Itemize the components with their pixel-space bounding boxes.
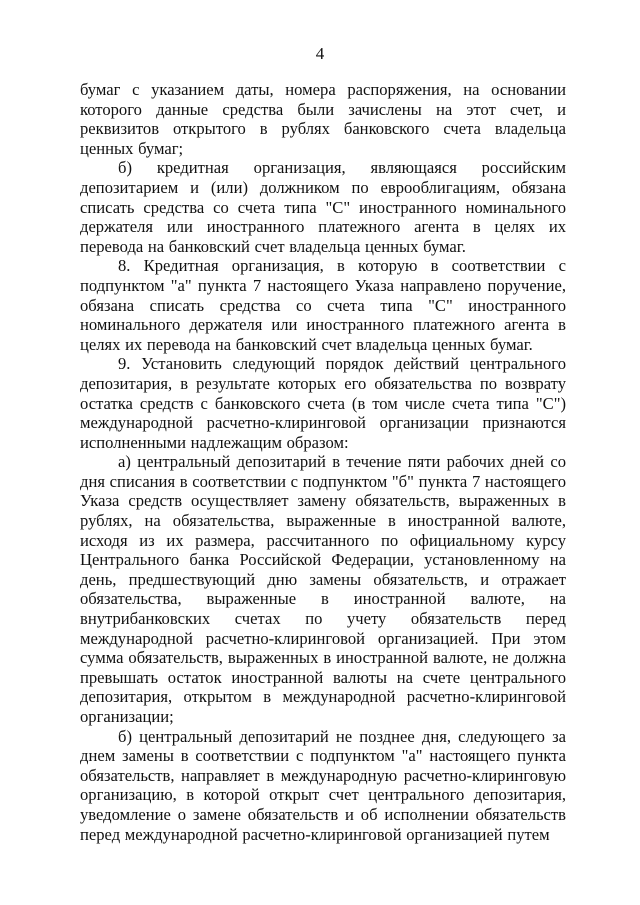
paragraph-item-8: 8. Кредитная организация, в которую в соответствии с подпунктом "а" пункта 7 настоящего Указа направлено поручение, обязана списать средства со счета типа "С" иностранного номинального держателя или иностранного платежного агента в целях их перевода на банковский счет владельца ценных бумаг. <box>80 256 566 354</box>
document-body <box>80 80 566 844</box>
paragraph-item-9-subitem-a: а) центральный депозитарий в течение пяти рабочих дней со дня списания в соответствии с подпунктом "б" пункта 7 настоящего Указа средств осуществляет замену обязательств, выраженных в рублях, на обязательства, выраженные в иностранной валюте, исходя из их размера, рассчитанного по официальному курсу Центрального банка Российской Федерации, установленному на день, предшествующий дню замены обязательств, и отражает обязательства, выраженные в иностранной валюте, на внутрибанковских счетах по учету обязательств перед международной расчетно-клиринговой организацией. При этом сумма обязательств, выраженных в иностранной валюте, не должна превышать остаток иностранной валюты на счете центрального депозитария, открытом в международной расчетно-клиринговой организации; <box>80 452 566 726</box>
paragraph-item-9-subitem-b: б) центральный депозитарий не позднее дня, следующего за днем замены в соответствии с подпунктом "а" настоящего пункта обязательств, направляет в международную расчетно-клиринговую организацию, в которой открыт счет центрального депозитария, уведомление о замене обязательств и об исполнении обязательств перед международной расчетно-клиринговой организацией путем <box>80 726 566 844</box>
page-number: 4 <box>315 44 325 63</box>
paragraph-item-9: 9. Установить следующий порядок действий центрального депозитария, в результате которых его обязательства по возврату остатка средств с банковского счета (в том числе счета типа "С") международной расчетно-клиринговой организации признаются исполненными надлежащим образом: <box>80 354 566 452</box>
paragraph-subitem-b: б) кредитная организация, являющаяся российским депозитарием и (или) должником по еврооблигациям, обязана списать средства со счета типа "С" иностранного номинального держателя или иностранного платежного агента в целях их перевода на банковский счет владельца ценных бумаг. <box>80 158 566 256</box>
paragraph-continuation: бумаг с указанием даты, номера распоряжения, на основании которого данные средства были зачислены на этот счет, и реквизитов открытого в рублях банковского счета владельца ценных бумаг; <box>80 80 566 158</box>
